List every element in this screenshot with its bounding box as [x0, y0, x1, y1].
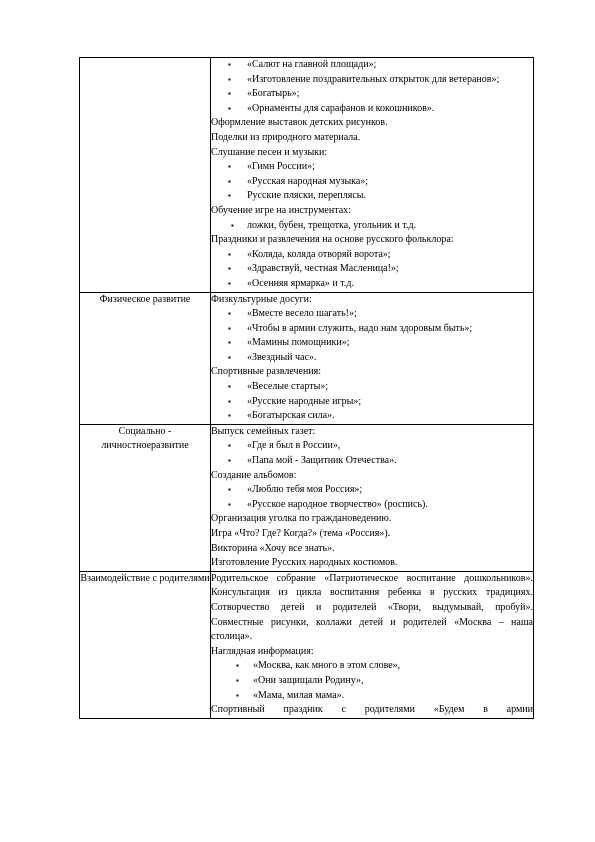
text-line: Создание альбомов:	[211, 469, 297, 481]
bullet-icon: ▪	[228, 176, 231, 186]
list-item	[211, 674, 533, 689]
list-item-text: «Где я был в России»,	[247, 440, 341, 452]
list-item-text: «Салют на главной площади»;	[247, 59, 377, 70]
list-item-text: «Здравствуй, честная Масленица!»;	[247, 263, 399, 275]
list-item-text: «Звездный час».	[247, 351, 317, 363]
text-line: Оформление выставок детских рисунков.	[211, 117, 388, 129]
list-item-text: «Москва, как много в этом слове»,	[253, 660, 401, 672]
list-item	[211, 380, 533, 395]
bullet-icon: ▪	[228, 338, 231, 348]
list-item	[211, 659, 533, 674]
list-item-text: «Люблю тебя моя Россия»;	[247, 484, 363, 496]
list-item	[211, 483, 533, 498]
bullet-icon: ▪	[236, 661, 239, 671]
text-line: Спортивные развлечения:	[211, 366, 322, 378]
list-item-text: «Веселые старты»;	[247, 381, 329, 393]
text-line: Наглядная информация:	[211, 645, 314, 657]
list-item	[211, 277, 533, 292]
section-title: Физическое развитие	[80, 292, 211, 424]
list-item	[211, 175, 533, 190]
list-item-text: «Они защищали Родину»,	[253, 674, 364, 686]
text-line: Обучение игре на инструментах:	[211, 204, 351, 216]
bullet-icon: ▪	[228, 162, 231, 172]
text-line: Игра «Что? Где? Когда?» (тема «Россия»).	[211, 528, 391, 539]
bullet-icon: ▪	[236, 675, 239, 685]
bullet-icon: ▪	[228, 396, 231, 406]
bullet-icon: ▪	[228, 352, 231, 362]
list-item	[211, 689, 533, 704]
list-item	[211, 160, 533, 175]
text-line: Поделки из природного материала.	[211, 131, 361, 143]
bullet-icon: ▪	[228, 382, 231, 392]
section-title: Социально - личностноеразвитие	[80, 424, 211, 571]
list-item	[211, 262, 533, 277]
text-line: Совместные рисунки, коллажи детей и родителей «Москва – наша столица».	[211, 616, 533, 643]
text-line: Консультация из цикла воспитания ребенка в русских традициях.	[211, 587, 533, 599]
list-item	[211, 336, 533, 351]
list-item-text: «Осенняя ярмарка» и т.д.	[247, 277, 354, 289]
bullet-icon: ▪	[228, 249, 231, 259]
table-row	[80, 571, 534, 718]
bullet-icon: ▪	[228, 89, 231, 99]
list-item	[211, 395, 533, 410]
text-line: Праздники и развлечения на основе русского фольклора:	[211, 234, 454, 246]
bullet-icon: ▪	[228, 60, 231, 69]
list-item	[211, 498, 533, 513]
list-item	[211, 322, 533, 337]
list-item	[211, 102, 533, 117]
list-item-text: «Гимн России»;	[247, 161, 315, 173]
table-row	[80, 424, 534, 571]
text-line: Сотворчество детей и родителей «Твори, выдумывай, пробуй».	[211, 601, 533, 613]
text-line: Выпуск семейных газет:	[211, 425, 316, 437]
table-row	[80, 58, 534, 293]
text-line: Родительское собрание «Патриотическое воспитание дошкольников».	[211, 572, 533, 584]
list-item	[211, 307, 533, 322]
list-item	[211, 351, 533, 366]
bullet-icon: ▪	[228, 411, 231, 421]
bullet-icon: ▪	[228, 103, 231, 113]
list-item-text: «Мама, милая мама».	[253, 689, 345, 701]
activities-cell	[211, 292, 534, 424]
table-body	[80, 58, 534, 719]
list-item	[211, 58, 533, 73]
list-item	[211, 189, 533, 204]
section-title: Взаимодействие с родителями	[80, 571, 211, 718]
list-item-text: «Русская народная музыка»;	[247, 175, 369, 187]
text-line: Спортивный праздник с родителями «Будем в армии	[211, 704, 533, 716]
list-item	[211, 219, 533, 234]
list-item	[211, 73, 533, 88]
list-item-text: «Вместе весело шагать!»;	[247, 308, 357, 320]
list-item-text: «Русские народные игры»;	[247, 395, 362, 407]
list-item-text: «Орнаменты для сарафанов и кокошников».	[247, 102, 435, 114]
list-item-text: «Русское народное творчество» (роспись).	[247, 498, 428, 510]
list-item	[211, 87, 533, 102]
activities-cell	[211, 58, 534, 293]
activities-table	[79, 57, 534, 719]
bullet-icon: ▪	[228, 485, 231, 495]
bullet-icon: ▪	[228, 323, 231, 333]
bullet-icon: ▪	[228, 441, 231, 451]
list-item-text: «Чтобы в армии служить, надо нам здоровым быть»;	[247, 322, 473, 334]
list-item	[211, 248, 533, 263]
bullet-icon: ▪	[228, 456, 231, 466]
bullet-icon: ▪	[231, 220, 234, 230]
text-line: Организация уголка по граждановедению.	[211, 513, 392, 525]
list-item-text: «Богатырская сила».	[247, 410, 335, 422]
list-item	[211, 439, 533, 454]
bullet-icon: ▪	[228, 74, 231, 84]
bullet-icon: ▪	[228, 191, 231, 201]
text-line: Физкультурные досуги:	[211, 293, 312, 305]
list-item	[211, 409, 533, 424]
activities-cell	[211, 424, 534, 571]
list-item-text: «Богатырь»;	[247, 88, 300, 100]
bullet-icon: ▪	[228, 309, 231, 319]
bullet-icon: ▪	[228, 278, 231, 288]
section-title	[80, 58, 211, 293]
text-line: Изготовление Русских народных костюмов.	[211, 557, 398, 569]
activities-cell	[211, 571, 534, 718]
bullet-icon: ▪	[228, 264, 231, 274]
table-row	[80, 292, 534, 424]
list-item-text: «Коляда, коляда отворяй ворота»;	[247, 248, 391, 260]
list-item-text: «Папа мой - Защитник Отечества».	[247, 455, 397, 467]
text-line: Викторина «Хочу все знать».	[211, 542, 335, 554]
bullet-icon: ▪	[228, 499, 231, 509]
bullet-icon: ▪	[236, 690, 239, 700]
list-item-text: ложки, бубен, трещотка, угольник и т.д.	[247, 219, 417, 231]
list-item-text: «Изготовление поздравительных открыток для ветеранов»;	[247, 73, 500, 85]
list-item-text: «Мамины помощники»;	[247, 337, 350, 349]
list-item	[211, 454, 533, 469]
text-line: Слушание песен и музыки:	[211, 146, 328, 158]
list-item-text: Русские пляски, переплясы.	[247, 190, 367, 202]
